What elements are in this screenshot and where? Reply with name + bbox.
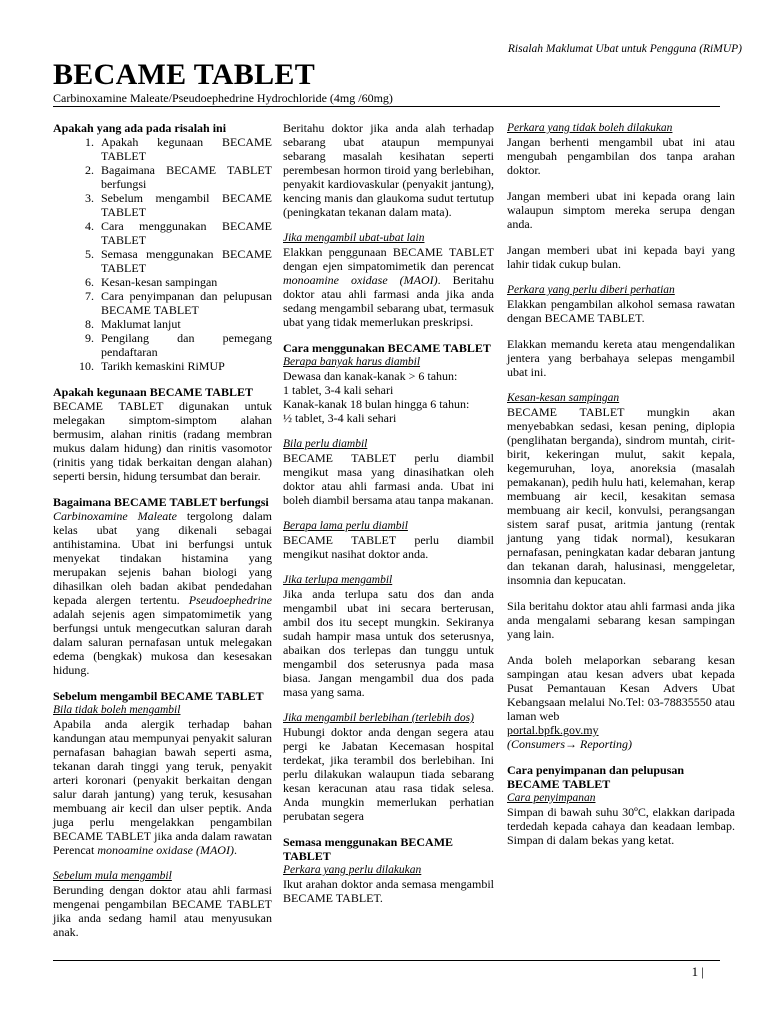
toc-item: 1. Apakah kegunaan BECAME TABLET (97, 135, 272, 163)
navigation-path: (Consumers→ Reporting) (507, 737, 632, 751)
column-3 (507, 121, 735, 859)
text-part: Anda boleh melaporkan sebarang kesan sampingan atau kesan advers ubat kepada Pusat Pemantauan Kesan Advers Ubat Kebangsaan melalui No.Tel: 03-78835550 atau laman web (507, 653, 735, 723)
berfungsi-text (53, 509, 272, 677)
berfungsi-text-part: tergolong dalam kelas ubat yang dikenali sebagai antihistamina. Ubat ini berfungsi untuk menyekat tindakan histamina yang merupakan sejenis bahan biologi yang dihasilkan oleh badan akibat pendedahan kepada alergen tertentu. (53, 509, 272, 607)
toc-item: 4. Cara menggunakan BECAME TABLET (97, 219, 272, 247)
tidak-boleh-section (507, 121, 735, 271)
header-divider (53, 106, 720, 107)
semasa-section (283, 835, 494, 905)
drug-name: Carbinoxamine Maleate (53, 509, 177, 523)
column-2 (283, 121, 494, 917)
kesan-section (507, 391, 735, 751)
kegunaan-heading: Apakah kegunaan BECAME TABLET (53, 385, 253, 399)
page-number: 1 | (691, 964, 704, 979)
kesan-text: BECAME TABLET mungkin akan menyebabkan sedasi, kesan pening, diplopia (penglihatan berganda), sindrom muntah, cirit-birit, kekeringan mulut, sakit kepala, kegemuruhan, loya, anoreksia (masalah pemakanan), pedih hulu hati, kelemahan, kerap membuang air kecil, kesakitan semasa membuang air kecil, konvulsi, perangsangan sistem saraf pusat, aritmia jantung (rentak jantung yang tidak normal), kesukaran pernafasan, peningkatan kadar debaran jantung dan tekanan darah, halusinasi, menggeletar, insomnia dan kepucatan. (507, 405, 735, 587)
berfungsi-heading: Bagaimana BECAME TABLET berfungsi (53, 495, 269, 509)
column-1 (53, 121, 272, 951)
subheading: Perkara yang tidak boleh dilakukan (507, 122, 673, 134)
toc-item: 9. Pengilang dan pemegang pendaftaran (97, 331, 272, 359)
toc-item: 2. Bagaimana BECAME TABLET berfungsi (97, 163, 272, 191)
subheading: Cara penyimpanan (507, 792, 596, 804)
website-link[interactable]: portal.bpfk.gov.my (507, 723, 599, 737)
subheading: Jika mengambil ubat-ubat lain (283, 232, 425, 244)
toc-item: 8. Maklumat lanjut (97, 317, 272, 331)
subheading: Jika mengambil berlebihan (terlebih dos) (283, 712, 474, 724)
beritahu-text: Beritahu doktor jika anda alah terhadap sebarang ubat ataupun mempunyai sebarang masalah kesihatan seperti perembesan hormon tiroid yang berlebihan, penyakit kardiovaskular (penyakit jantung), kencing manis dan glaukoma sudut tertutup (peningkatan tekanan dalam mata). (283, 121, 494, 219)
document-subtitle: Carbinoxamine Maleate/Pseudoephedrine Hydrochloride (4mg /60mg) (53, 91, 393, 105)
penyimpanan-section (507, 763, 735, 847)
cara-heading: Cara menggunakan BECAME TABLET (283, 341, 491, 355)
sebelum-mula-text: Berunding dengan doktor atau ahli farmasi mengenai pengambilan BECAME TABLET jika anda sedang hamil atau menyusukan anak. (53, 883, 272, 939)
subheading: Berapa lama perlu diambil (283, 520, 408, 532)
toc-item: 6. Kesan-kesan sampingan (97, 275, 272, 289)
semasa-text: Ikut arahan doktor anda semasa mengambil BECAME TABLET. (283, 877, 494, 905)
ubat-lain-text (283, 245, 494, 329)
sebelum-section (53, 689, 272, 857)
toc-section (53, 121, 272, 373)
ubat-lain-section (283, 231, 494, 329)
running-head: Risalah Maklumat Ubat untuk Pengguna (RiMUP) (507, 43, 742, 55)
drug-name: Pseudoephedrine (188, 593, 272, 607)
perhatian-text: Elakkan memandu kereta atau mengendalikan jentera yang berbahaya selepas mengambil ubat ini. (507, 337, 735, 379)
penyimpanan-text: Simpan di bawah suhu 30ºC, elakkan daripada terdedah kepada cahaya dan keadaan lembap. Simpan di dalam bekas yang ketat. (507, 805, 735, 847)
text-part: Apabila anda alergik terhadap bahan kandungan atau mempunyai penyakit saluran pernafasan bahagian bawah seperti asma, tekanan darah tinggi yang teruk, penyakit arteri koronari (penyakit berkaitan dengan salur darah jantung) yang teruk, kesusahan membuang air kecil dan ulser peptik. Anda juga perlu mengelakkan pengambilan BECAME TABLET jika anda dalam rawatan Perencat (53, 717, 272, 857)
sebelum-text (53, 717, 272, 857)
perhatian-section (507, 283, 735, 379)
berlebihan-section (283, 711, 494, 823)
subheading: Perkara yang perlu diberi perhatian (507, 284, 675, 296)
text-part-italic: monoamine oxidase (MAOI) (283, 273, 438, 287)
dosage-line: Kanak-kanak 18 bulan hingga 6 tahun: (283, 397, 470, 411)
tidak-boleh-text: Jangan berhenti mengambil ubat ini atau mengubah pengambilan dos tanpa arahan doktor. (507, 135, 735, 177)
subheading: Bila tidak boleh mengambil (53, 704, 181, 716)
subheading: Kesan-kesan sampingan (507, 392, 620, 404)
document-title: BECAME TABLET (53, 58, 316, 91)
subheading: Jika terlupa mengambil (283, 574, 393, 586)
kegunaan-section (53, 385, 272, 483)
subheading: Bila perlu diambil (283, 438, 368, 450)
text-part: Elakkan penggunaan BECAME TABLET dengan ejen simpatomimetik dan perencat (283, 245, 494, 273)
berfungsi-section (53, 495, 272, 677)
toc-item: 10. Tarikh kemaskini RiMUP (97, 359, 272, 373)
semasa-heading: Semasa menggunakan BECAME TABLET (283, 835, 454, 863)
toc-item: 5. Semasa menggunakan BECAME TABLET (97, 247, 272, 275)
text-part: . Beritahu doktor atau ahli farmasi anda jika anda sedang mengambil sebarang ubat, termasuk ubat yang tidak memerlukan preskripsi. (283, 273, 494, 329)
sebelum-heading: Sebelum mengambil BECAME TABLET (53, 689, 264, 703)
kegunaan-text: BECAME TABLET digunakan untuk melegakan simptom-simptom alahan bermusim, alahan rinitis (radang membran mukus dalam hidung) dan rinitis vasomotor (rinitis yang tidak berkaitan dengan alahan) seperti bersin, hidung tersumbat dan berair. (53, 399, 272, 483)
beritahu-section (283, 121, 494, 219)
subheading: Sebelum mula mengambil (53, 870, 172, 882)
terlupa-section (283, 573, 494, 699)
berapa-lama-text: BECAME TABLET perlu diambil mengikut nasihat doktor anda. (283, 533, 494, 561)
kesan-text: Sila beritahu doktor atau ahli farmasi anda jika anda mengalami sebarang kesan sampingan yang lain. (507, 599, 735, 641)
subheading: Perkara yang perlu dilakukan (283, 864, 422, 876)
toc-item: 7. Cara penyimpanan dan pelupusan BECAME TABLET (97, 289, 272, 317)
bila-perlu-section (283, 437, 494, 507)
cara-section (283, 341, 494, 425)
terlupa-text: Jika anda terlupa satu dos dan anda mengambil ubat ini secara berterusan, ambil dos itu secept mungkin. Sekiranya sudah hampir masa untuk dos seterusnya, abaikan dos terlepas dan tunggu untuk mengambil dos seterusnya pada masa biasa. Jangan mengambil dua dos pada masa yang sama. (283, 587, 494, 699)
berapa-lama-section (283, 519, 494, 561)
toc-heading: Apakah yang ada pada risalah ini (53, 121, 227, 135)
berlebihan-text: Hubungi doktor anda dengan segera atau pergi ke Jabatan Kecemasan hospital terdekat, jika terambil dos berlebihan. Ini perlu dilakukan walaupun tiada sebarang kesan keracunan atau rasa tidak selesa. Anda mungkin memerlukan perhatian perubatan segera (283, 725, 494, 823)
penyimpanan-heading: Cara penyimpanan dan pelupusan BECAME TABLET (507, 763, 685, 791)
tidak-boleh-text: Jangan memberi ubat ini kepada orang lain walaupun simptom mereka serupa dengan anda. (507, 189, 735, 231)
bila-perlu-text: BECAME TABLET perlu diambil mengikut masa yang dinasihatkan oleh doktor atau ahli farmasi anda. Ubat ini boleh diambil bersama atau tanpa makanan. (283, 451, 494, 507)
kesan-text (507, 653, 735, 751)
toc-item: 3. Sebelum mengambil BECAME TABLET (97, 191, 272, 219)
perhatian-text: Elakkan pengambilan alkohol semasa rawatan dengan BECAME TABLET. (507, 297, 735, 325)
berfungsi-text-part: adalah sejenis agen simpatomimetik yang berfungsi untuk mengecutkan saluran darah dalam saluran pernafasan untuk melegakan edema (bengkak) mukosa dan kesesakan hidung. (53, 607, 272, 677)
subheading: Berapa banyak harus diambil (283, 356, 421, 368)
dosage-line: ½ tablet, 3-4 kali sehari (283, 411, 397, 425)
sebelum-mula-section (53, 869, 272, 939)
dosage-lines (283, 369, 494, 425)
text-part: . (233, 843, 237, 857)
toc-list (53, 135, 272, 373)
dosage-line: Dewasa dan kanak-kanak > 6 tahun: (283, 369, 458, 383)
footer-divider (53, 960, 720, 961)
text-part-italic: monoamine oxidase (MAOI) (97, 843, 234, 857)
dosage-line: 1 tablet, 3-4 kali sehari (283, 383, 394, 397)
tidak-boleh-text: Jangan memberi ubat ini kepada bayi yang lahir tidak cukup bulan. (507, 243, 735, 271)
